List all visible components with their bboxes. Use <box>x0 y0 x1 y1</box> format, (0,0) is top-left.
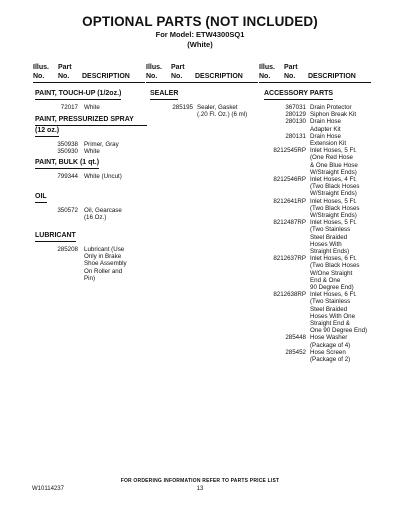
section-title: OIL <box>35 193 47 203</box>
part-description: Lubricant (Use Only in Brake Shoe Assembly On Roller and Pin) <box>84 246 127 282</box>
part-description: Siphon Break Kit <box>310 111 357 119</box>
part-number: 280131 <box>285 132 306 140</box>
part-description: Hose Screen (Package of 2) <box>310 348 351 363</box>
part-description: Inlet Hoses, 4 Ft. (Two Black Hoses W/Straight Ends) <box>310 176 360 198</box>
part-description: Inlet Hoses, 5 Ft. (One Red Hose & One Blue Hose W/Straight Ends) <box>310 147 358 176</box>
illus-no-label: No. <box>146 72 158 80</box>
column-header <box>146 64 258 82</box>
part-number: 285448 <box>285 334 306 342</box>
illus-no-label: No. <box>259 72 271 80</box>
section-oil <box>35 193 47 203</box>
part-description: Oil, Gearcase (16 Oz.) <box>84 207 122 222</box>
part-number: 350938 <box>57 141 78 148</box>
section-title: ACCESSORY PARTS <box>264 90 333 100</box>
header-rule <box>259 82 371 83</box>
part-description: Sealer, Gasket (.20 Fl. Oz.) (6 ml) <box>197 104 248 119</box>
ordering-note: FOR ORDERING INFORMATION REFER TO PARTS PRICE LIST <box>120 478 280 484</box>
section-title: PAINT, PRESSURIZED SPRAY <box>35 116 134 123</box>
part-number: 350572 <box>57 207 78 214</box>
section-subtitle: (12 oz.) <box>35 127 59 137</box>
document-id: W10114237 <box>32 486 64 492</box>
part-number: 285195 <box>172 104 193 111</box>
page-title: OPTIONAL PARTS (NOT INCLUDED) <box>82 14 318 29</box>
part-description: Inlet Hoses, 6 Ft. (Two Black Hoses W/One Straight End & One 90 Degree End) <box>310 255 360 291</box>
part-number: 8212638RP <box>273 291 306 299</box>
section-paint-touchup <box>35 90 121 100</box>
section-title: LUBRICANT <box>35 232 76 242</box>
part-no-label: No. <box>58 72 70 80</box>
part-number: 285452 <box>285 348 306 356</box>
column-header <box>33 64 145 82</box>
section-sealer <box>150 90 178 100</box>
part-description: White <box>84 148 100 155</box>
illus-label: Illus. <box>33 64 49 71</box>
part-description: Hose Washer (Package of 4) <box>310 334 351 349</box>
section-title: SEALER <box>150 90 178 100</box>
part-description: Inlet Hoses, 5 Ft. (Two Stainless Steel Braided Hoses With Straight Ends) <box>310 219 357 255</box>
model-line: For Model: ETW4300SQ1 <box>155 30 245 39</box>
part-description: White (Uncut) <box>84 173 122 180</box>
header-rule <box>146 82 258 83</box>
column-header <box>259 64 371 82</box>
part-number: 280130 <box>285 118 306 126</box>
parts-column-2 <box>146 64 258 83</box>
part-number: 8212546RP <box>273 176 306 183</box>
parts-column-3 <box>259 64 371 83</box>
parts-column-1 <box>33 64 145 83</box>
section-lubricant <box>35 232 76 242</box>
part-number: 285208 <box>57 246 78 253</box>
section-paint-spray <box>35 116 134 124</box>
part-number: 8212641RP <box>273 197 306 205</box>
section-rule <box>35 125 147 126</box>
illus-label: Illus. <box>259 64 275 71</box>
section-title: PAINT, TOUCH-UP (1/2oz.) <box>35 90 121 100</box>
part-description: Drain Protector <box>310 104 352 111</box>
part-no-label: No. <box>171 72 183 80</box>
part-label: Part <box>171 64 185 71</box>
section-paint-bulk <box>35 159 99 169</box>
color-line: (White) <box>187 40 213 49</box>
description-label: DESCRIPTION <box>195 72 243 80</box>
part-description: Inlet Hoses, 6 Ft. (Two Stainless Steel Braided Hoses With One Straight End & One 90 Degree End) <box>310 291 368 335</box>
section-accessory-parts <box>264 90 333 100</box>
description-label: DESCRIPTION <box>308 72 356 80</box>
part-number: 799344 <box>57 173 78 180</box>
section-title: PAINT, BULK (1 qt.) <box>35 159 99 169</box>
part-label: Part <box>58 64 72 71</box>
part-description: White <box>84 104 100 111</box>
part-label: Part <box>284 64 298 71</box>
section-paint-spray-size <box>35 127 59 137</box>
part-description: Primer, Gray <box>84 141 119 148</box>
part-number: 8212637RP <box>273 255 306 263</box>
part-number: 8212545RP <box>273 147 306 155</box>
header-rule <box>33 82 145 83</box>
illus-no-label: No. <box>33 72 45 80</box>
part-description: Drain Hose Adapter Kit <box>310 118 341 133</box>
part-number: 280129 <box>285 111 306 119</box>
part-number: 350930 <box>57 148 78 155</box>
part-number: 72017 <box>60 104 78 111</box>
part-number: 8212487RP <box>273 219 306 227</box>
description-label: DESCRIPTION <box>82 72 130 80</box>
part-description: Inlet Hoses, 5 Ft. (Two Black Hoses W/Straight Ends) <box>310 197 360 219</box>
illus-label: Illus. <box>146 64 162 71</box>
part-number: 367031 <box>285 104 306 111</box>
part-description: Drain Hose Extension Kit <box>310 132 347 147</box>
page-number: 13 <box>196 486 204 492</box>
part-no-label: No. <box>284 72 296 80</box>
